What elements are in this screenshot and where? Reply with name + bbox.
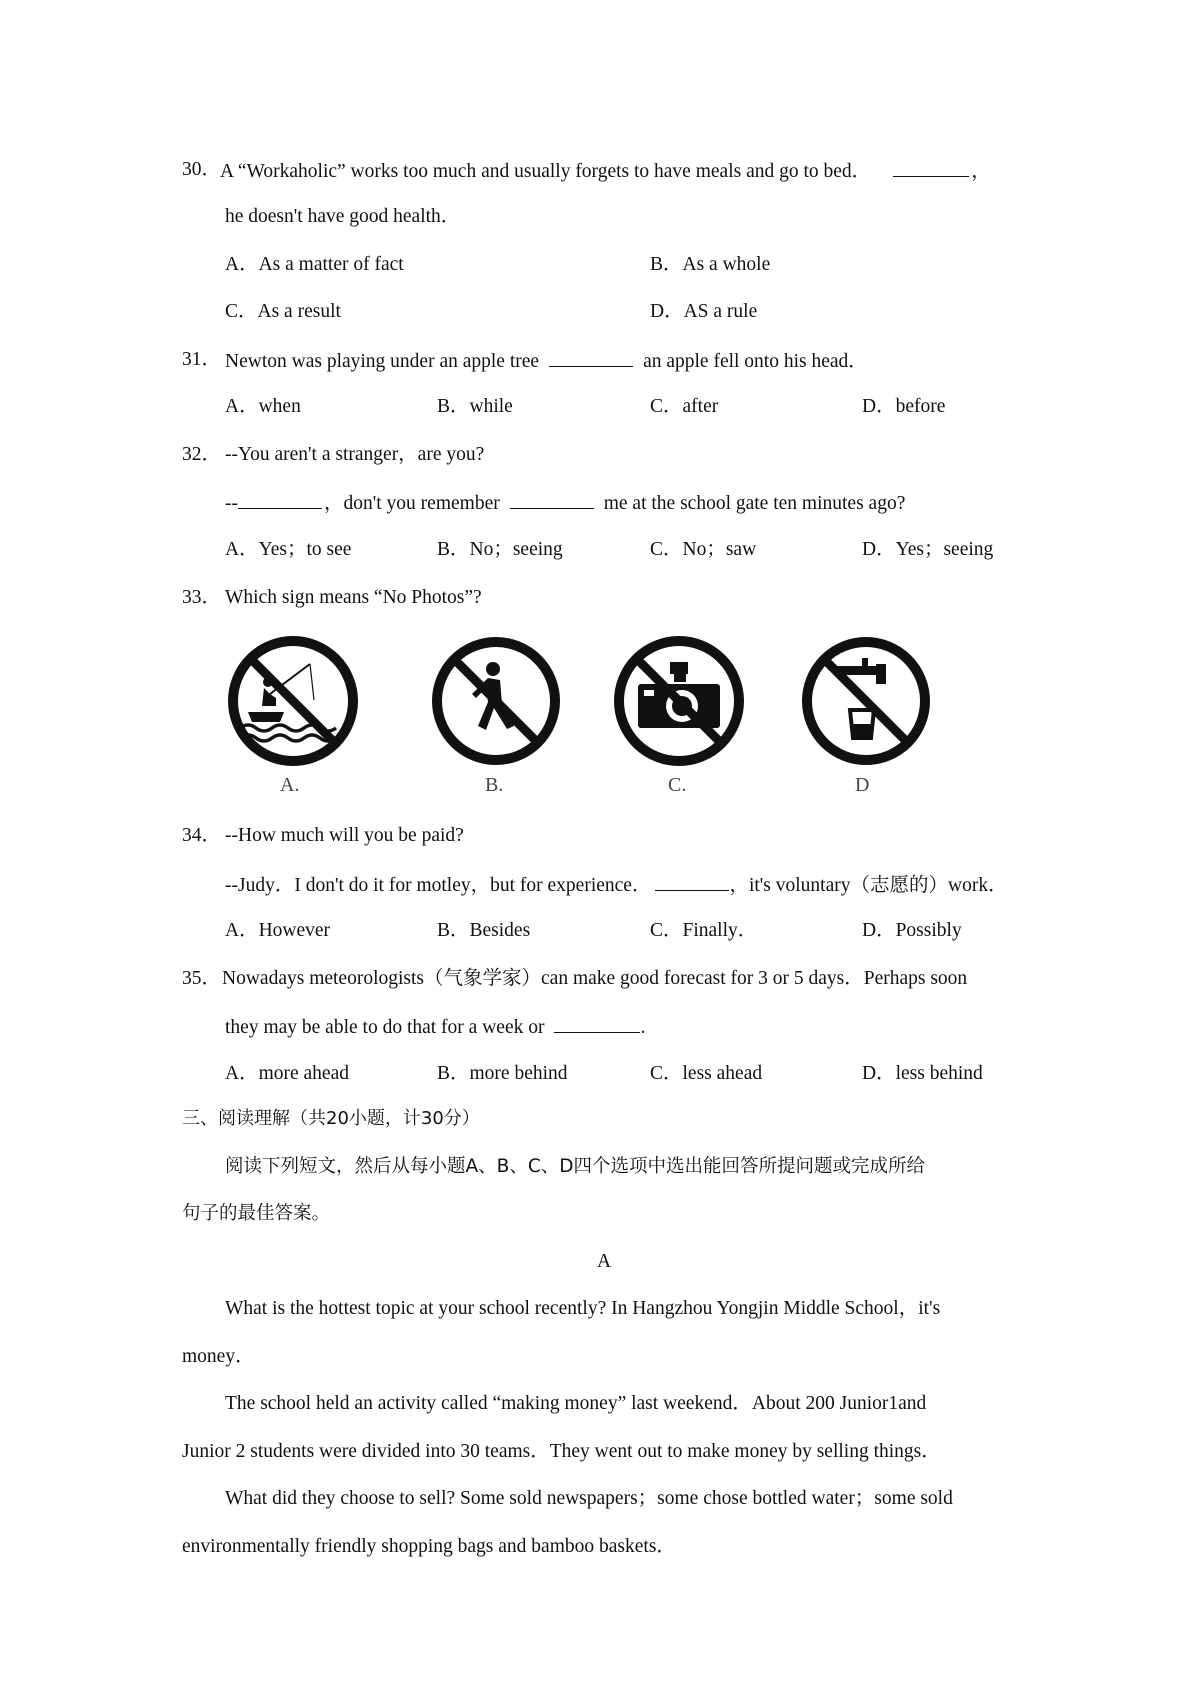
option-c[interactable]: C．No；saw (650, 539, 757, 560)
answer-blank-1[interactable] (238, 490, 322, 509)
option-b[interactable]: B．more behind (437, 1063, 568, 1084)
option-a[interactable]: A．more ahead (225, 1063, 349, 1084)
section-instruction-line-1: 阅读下列短文，然后从每小题A、B、C、D四个选项中选出能回答所提问题或完成所给 (225, 1156, 926, 1177)
passage-paragraph-1-line-1: What is the hottest topic at your school recently? In Hangzhou Yongjin Middle School，it's (225, 1298, 941, 1319)
question-number: 32． (182, 444, 222, 465)
sign-label-b: B. (485, 774, 504, 796)
question-text: --How much will you be paid? (225, 825, 464, 846)
option-d[interactable]: D．AS a rule (650, 301, 758, 322)
passage-paragraph-2-line-2: Junior 2 students were divided into 30 teams．They went out to make money by selling things． (182, 1441, 941, 1462)
option-a[interactable]: A．when (225, 396, 301, 417)
question-text: Which sign means “No Photos”? (225, 587, 482, 608)
question-text: Nowadays meteorologists（气象学家）can make good forecast for 3 or 5 days．Perhaps soon (222, 968, 968, 989)
sign-label-a: A. (280, 774, 300, 796)
no-drinking-water-icon[interactable] (800, 634, 932, 768)
passage-paragraph-3-line-1: What did they choose to sell? Some sold newspapers；some chose bottled water；some sold (225, 1488, 953, 1509)
option-c[interactable]: C．Finally． (650, 920, 758, 941)
section-instruction-line-2: 句子的最佳答案。 (182, 1203, 331, 1224)
answer-blank-2[interactable] (510, 490, 594, 509)
sign-label-d: D (855, 774, 870, 796)
question-text: Newton was playing under an apple tree (225, 351, 540, 372)
option-c[interactable]: C．As a result (225, 301, 341, 322)
option-c[interactable]: C．less ahead (650, 1063, 763, 1084)
answer-blank[interactable] (549, 348, 633, 367)
option-a[interactable]: A．However (225, 920, 331, 941)
option-a[interactable]: A．As a matter of fact (225, 254, 404, 275)
question-number: 34． (182, 825, 222, 846)
question-text: A “Workaholic” works too much and usually forgets to have meals and go to bed． (220, 161, 872, 182)
passage-paragraph-2-line-1: The school held an activity called “making money” last weekend．About 200 Junior1and (225, 1393, 927, 1414)
passage-title: A (597, 1251, 612, 1272)
section-heading: 三、阅读理解（共20小题，计30分） (182, 1108, 480, 1129)
question-number: 31． (182, 349, 222, 370)
no-walking-icon[interactable] (430, 634, 562, 768)
no-fishing-icon[interactable] (226, 634, 360, 768)
option-b[interactable]: B．As a whole (650, 254, 771, 275)
sign-label-c: C. (668, 774, 687, 796)
option-b[interactable]: B．Besides (437, 920, 531, 941)
question-number: 33． (182, 587, 222, 608)
question-text: --You aren't a stranger，are you? (225, 444, 485, 465)
option-d[interactable]: D．Yes；seeing (862, 539, 994, 560)
option-c[interactable]: C．after (650, 396, 719, 417)
question-text-continued: he doesn't have good health． (225, 206, 461, 227)
option-b[interactable]: B．No；seeing (437, 539, 563, 560)
passage-paragraph-1-line-2: money． (182, 1346, 255, 1367)
option-d[interactable]: D．less behind (862, 1063, 983, 1084)
passage-paragraph-3-line-2: environmentally friendly shopping bags and bamboo baskets． (182, 1536, 676, 1557)
sign-options (0, 628, 1200, 808)
answer-blank[interactable] (893, 158, 969, 177)
question-number: 35． (182, 968, 222, 989)
no-photos-icon[interactable] (612, 634, 746, 768)
question-number: 30． (182, 159, 222, 180)
option-b[interactable]: B．while (437, 396, 513, 417)
option-d[interactable]: D．before (862, 396, 946, 417)
answer-blank[interactable] (655, 872, 729, 891)
option-a[interactable]: A．Yes；to see (225, 539, 352, 560)
option-d[interactable]: D．Possibly (862, 920, 962, 941)
answer-blank[interactable] (554, 1014, 640, 1033)
